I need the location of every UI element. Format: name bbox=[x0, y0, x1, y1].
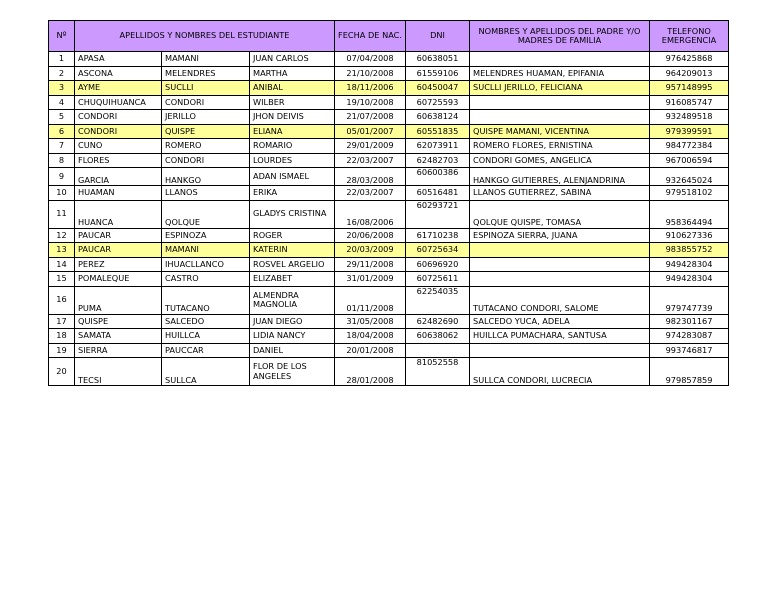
cell-surname-maternal: SUCLLI bbox=[162, 81, 250, 96]
cell-number: 3 bbox=[49, 81, 75, 96]
cell-given-names: FLOR DE LOS ANGELES bbox=[250, 358, 335, 386]
cell-birth-date: 28/03/2008 bbox=[335, 168, 406, 186]
table-row bbox=[49, 314, 729, 329]
cell-parent-name: ROMERO FLORES, ERNISTINA bbox=[470, 139, 650, 154]
cell-parent-name bbox=[470, 343, 650, 358]
cell-emergency-phone: 979518102 bbox=[650, 186, 729, 201]
cell-birth-date: 29/01/2009 bbox=[335, 139, 406, 154]
cell-emergency-phone: 964209013 bbox=[650, 66, 729, 81]
cell-birth-date: 28/01/2008 bbox=[335, 358, 406, 386]
cell-parent-name: SULLCA CONDORI, LUCRECIA bbox=[470, 358, 650, 386]
cell-number: 10 bbox=[49, 186, 75, 201]
cell-number: 15 bbox=[49, 272, 75, 287]
cell-birth-date: 31/05/2008 bbox=[335, 314, 406, 329]
cell-parent-name: TUTACANO CONDORI, SALOME bbox=[470, 286, 650, 314]
cell-surname-maternal: HANKGO bbox=[162, 168, 250, 186]
cell-emergency-phone: 983855752 bbox=[650, 243, 729, 258]
cell-parent-name bbox=[470, 110, 650, 125]
cell-emergency-phone: 993746817 bbox=[650, 343, 729, 358]
cell-parent-name bbox=[470, 272, 650, 287]
cell-birth-date: 21/07/2008 bbox=[335, 110, 406, 125]
cell-surname-maternal: CASTRO bbox=[162, 272, 250, 287]
cell-birth-date: 19/10/2008 bbox=[335, 95, 406, 110]
cell-given-names: ROGER bbox=[250, 228, 335, 243]
table-row bbox=[49, 286, 729, 314]
cell-surname-paternal: HUAMAN bbox=[75, 186, 162, 201]
cell-emergency-phone: 958364494 bbox=[650, 200, 729, 228]
header-birth-date: FECHA DE NAC. bbox=[335, 21, 406, 52]
cell-emergency-phone: 974283087 bbox=[650, 329, 729, 344]
cell-parent-name: MELENDRES HUAMAN, EPIFANIA bbox=[470, 66, 650, 81]
cell-number: 6 bbox=[49, 124, 75, 139]
cell-surname-paternal: POMALEQUE bbox=[75, 272, 162, 287]
table-row bbox=[49, 81, 729, 96]
table-row bbox=[49, 243, 729, 258]
table-row bbox=[49, 168, 729, 186]
cell-dni: 60725611 bbox=[406, 272, 470, 287]
cell-emergency-phone: 916085747 bbox=[650, 95, 729, 110]
cell-emergency-phone: 949428304 bbox=[650, 272, 729, 287]
cell-surname-paternal: PEREZ bbox=[75, 257, 162, 272]
cell-emergency-phone: 949428304 bbox=[650, 257, 729, 272]
cell-dni: 60600386 bbox=[406, 168, 470, 186]
table-row bbox=[49, 343, 729, 358]
cell-given-names: ROSVEL ARGELIO bbox=[250, 257, 335, 272]
cell-dni: 60551835 bbox=[406, 124, 470, 139]
table-row bbox=[49, 153, 729, 168]
cell-birth-date: 20/06/2008 bbox=[335, 228, 406, 243]
cell-birth-date: 22/03/2007 bbox=[335, 186, 406, 201]
header-student-name: APELLIDOS Y NOMBRES DEL ESTUDIANTE bbox=[75, 21, 335, 52]
cell-given-names: GLADYS CRISTINA bbox=[250, 200, 335, 228]
cell-given-names: ELIZABET bbox=[250, 272, 335, 287]
cell-emergency-phone: 910627336 bbox=[650, 228, 729, 243]
cell-dni: 62482690 bbox=[406, 314, 470, 329]
cell-surname-maternal: MAMANI bbox=[162, 243, 250, 258]
cell-parent-name: ESPINOZA SIERRA, JUANA bbox=[470, 228, 650, 243]
cell-emergency-phone: 967006594 bbox=[650, 153, 729, 168]
cell-emergency-phone: 957148995 bbox=[650, 81, 729, 96]
cell-dni: 61710238 bbox=[406, 228, 470, 243]
student-roster-table bbox=[48, 20, 729, 386]
cell-number: 17 bbox=[49, 314, 75, 329]
cell-number: 12 bbox=[49, 228, 75, 243]
cell-surname-paternal: FLORES bbox=[75, 153, 162, 168]
table-header-row bbox=[49, 21, 729, 52]
cell-parent-name bbox=[470, 52, 650, 67]
table-row bbox=[49, 186, 729, 201]
cell-surname-paternal: GARCIA bbox=[75, 168, 162, 186]
cell-surname-paternal: CONDORI bbox=[75, 110, 162, 125]
cell-given-names: ANIBAL bbox=[250, 81, 335, 96]
cell-emergency-phone: 979399591 bbox=[650, 124, 729, 139]
cell-surname-paternal: PAUCAR bbox=[75, 228, 162, 243]
cell-surname-maternal: SALCEDO bbox=[162, 314, 250, 329]
cell-number: 1 bbox=[49, 52, 75, 67]
cell-birth-date: 18/04/2008 bbox=[335, 329, 406, 344]
cell-parent-name: SUCLLI JERILLO, FELICIANA bbox=[470, 81, 650, 96]
cell-given-names: JHON DEIVIS bbox=[250, 110, 335, 125]
table-row bbox=[49, 95, 729, 110]
cell-parent-name bbox=[470, 257, 650, 272]
cell-parent-name bbox=[470, 95, 650, 110]
cell-surname-paternal: AYME bbox=[75, 81, 162, 96]
cell-number: 19 bbox=[49, 343, 75, 358]
cell-given-names: ADAN ISMAEL bbox=[250, 168, 335, 186]
cell-parent-name: QOLQUE QUISPE, TOMASA bbox=[470, 200, 650, 228]
cell-emergency-phone: 982301167 bbox=[650, 314, 729, 329]
cell-surname-maternal: ROMERO bbox=[162, 139, 250, 154]
cell-emergency-phone: 984772384 bbox=[650, 139, 729, 154]
cell-given-names: LIDIA NANCY bbox=[250, 329, 335, 344]
cell-dni: 60293721 bbox=[406, 200, 470, 228]
cell-surname-maternal: IHUACLLANCO bbox=[162, 257, 250, 272]
cell-given-names: MARTHA bbox=[250, 66, 335, 81]
cell-number: 9 bbox=[49, 168, 75, 186]
cell-dni: 62482703 bbox=[406, 153, 470, 168]
cell-number: 13 bbox=[49, 243, 75, 258]
table-row bbox=[49, 228, 729, 243]
cell-dni: 60516481 bbox=[406, 186, 470, 201]
cell-dni: 60696920 bbox=[406, 257, 470, 272]
cell-surname-paternal: PUMA bbox=[75, 286, 162, 314]
cell-surname-paternal: CONDORI bbox=[75, 124, 162, 139]
table-row bbox=[49, 272, 729, 287]
cell-parent-name bbox=[470, 243, 650, 258]
cell-emergency-phone: 932645024 bbox=[650, 168, 729, 186]
cell-surname-paternal: QUISPE bbox=[75, 314, 162, 329]
cell-parent-name: LLANOS GUTIERREZ, SABINA bbox=[470, 186, 650, 201]
cell-surname-maternal: TUTACANO bbox=[162, 286, 250, 314]
table-row bbox=[49, 257, 729, 272]
cell-dni: 61559106 bbox=[406, 66, 470, 81]
cell-birth-date: 07/04/2008 bbox=[335, 52, 406, 67]
cell-surname-paternal: APASA bbox=[75, 52, 162, 67]
cell-surname-maternal: CONDORI bbox=[162, 95, 250, 110]
cell-given-names: WILBER bbox=[250, 95, 335, 110]
table-row bbox=[49, 124, 729, 139]
cell-surname-paternal: CUNO bbox=[75, 139, 162, 154]
cell-given-names: KATERIN bbox=[250, 243, 335, 258]
cell-parent-name: HUILLCA PUMACHARA, SANTUSA bbox=[470, 329, 650, 344]
cell-given-names: JUAN DIEGO bbox=[250, 314, 335, 329]
cell-given-names: ROMARIO bbox=[250, 139, 335, 154]
cell-number: 14 bbox=[49, 257, 75, 272]
cell-dni bbox=[406, 343, 470, 358]
cell-birth-date: 31/01/2009 bbox=[335, 272, 406, 287]
cell-parent-name: CONDORI GOMES, ANGELICA bbox=[470, 153, 650, 168]
cell-parent-name: QUISPE MAMANI, VICENTINA bbox=[470, 124, 650, 139]
cell-dni: 62254035 bbox=[406, 286, 470, 314]
cell-surname-maternal: QUISPE bbox=[162, 124, 250, 139]
cell-birth-date: 16/08/2006 bbox=[335, 200, 406, 228]
cell-birth-date: 05/01/2007 bbox=[335, 124, 406, 139]
cell-birth-date: 21/10/2008 bbox=[335, 66, 406, 81]
cell-number: 18 bbox=[49, 329, 75, 344]
cell-number: 11 bbox=[49, 200, 75, 228]
cell-number: 7 bbox=[49, 139, 75, 154]
cell-surname-paternal: PAUCAR bbox=[75, 243, 162, 258]
cell-number: 16 bbox=[49, 286, 75, 314]
cell-surname-paternal: TECSI bbox=[75, 358, 162, 386]
cell-birth-date: 22/03/2007 bbox=[335, 153, 406, 168]
cell-surname-maternal: CONDORI bbox=[162, 153, 250, 168]
cell-given-names: JUAN CARLOS bbox=[250, 52, 335, 67]
cell-surname-paternal: ASCONA bbox=[75, 66, 162, 81]
header-parent-name: NOMBRES Y APELLIDOS DEL PADRE Y/O MADRES DE FAMILIA bbox=[470, 21, 650, 52]
table-row bbox=[49, 66, 729, 81]
cell-birth-date: 20/01/2008 bbox=[335, 343, 406, 358]
cell-number: 20 bbox=[49, 358, 75, 386]
cell-surname-maternal: ESPINOZA bbox=[162, 228, 250, 243]
cell-given-names: ERIKA bbox=[250, 186, 335, 201]
cell-dni: 60725634 bbox=[406, 243, 470, 258]
cell-parent-name: SALCEDO YUCA, ADELA bbox=[470, 314, 650, 329]
cell-surname-maternal: SULLCA bbox=[162, 358, 250, 386]
cell-number: 4 bbox=[49, 95, 75, 110]
cell-emergency-phone: 976425868 bbox=[650, 52, 729, 67]
table-row bbox=[49, 358, 729, 386]
cell-dni: 60638124 bbox=[406, 110, 470, 125]
cell-number: 5 bbox=[49, 110, 75, 125]
cell-parent-name: HANKGO GUTIERRES, ALENJANDRINA bbox=[470, 168, 650, 186]
cell-emergency-phone: 932489518 bbox=[650, 110, 729, 125]
header-dni: DNI bbox=[406, 21, 470, 52]
header-emergency-phone: TELEFONO EMERGENCIA bbox=[650, 21, 729, 52]
cell-dni: 81052558 bbox=[406, 358, 470, 386]
cell-emergency-phone: 979857859 bbox=[650, 358, 729, 386]
cell-surname-maternal: JERILLO bbox=[162, 110, 250, 125]
cell-dni: 60725593 bbox=[406, 95, 470, 110]
cell-surname-paternal: SIERRA bbox=[75, 343, 162, 358]
cell-surname-paternal: HUANCA bbox=[75, 200, 162, 228]
cell-dni: 62073911 bbox=[406, 139, 470, 154]
table-row bbox=[49, 110, 729, 125]
cell-dni: 60638062 bbox=[406, 329, 470, 344]
cell-given-names: LOURDES bbox=[250, 153, 335, 168]
cell-surname-maternal: QOLQUE bbox=[162, 200, 250, 228]
cell-surname-maternal: MAMANI bbox=[162, 52, 250, 67]
cell-birth-date: 01/11/2008 bbox=[335, 286, 406, 314]
cell-dni: 60450047 bbox=[406, 81, 470, 96]
cell-number: 2 bbox=[49, 66, 75, 81]
table-body bbox=[49, 52, 729, 386]
student-roster-sheet bbox=[48, 20, 729, 386]
cell-dni: 60638051 bbox=[406, 52, 470, 67]
cell-given-names: ALMENDRA MAGNOLIA bbox=[250, 286, 335, 314]
cell-birth-date: 29/11/2008 bbox=[335, 257, 406, 272]
cell-surname-paternal: CHUQUIHUANCA bbox=[75, 95, 162, 110]
header-number: Nº bbox=[49, 21, 75, 52]
cell-given-names: ELIANA bbox=[250, 124, 335, 139]
cell-surname-maternal: MELENDRES bbox=[162, 66, 250, 81]
cell-emergency-phone: 979747739 bbox=[650, 286, 729, 314]
table-row bbox=[49, 200, 729, 228]
cell-surname-paternal: SAMATA bbox=[75, 329, 162, 344]
cell-number: 8 bbox=[49, 153, 75, 168]
cell-birth-date: 18/11/2006 bbox=[335, 81, 406, 96]
cell-surname-maternal: HUILLCA bbox=[162, 329, 250, 344]
cell-surname-maternal: LLANOS bbox=[162, 186, 250, 201]
cell-given-names: DANIEL bbox=[250, 343, 335, 358]
table-row bbox=[49, 329, 729, 344]
cell-surname-maternal: PAUCCAR bbox=[162, 343, 250, 358]
table-row bbox=[49, 139, 729, 154]
table-row bbox=[49, 52, 729, 67]
cell-birth-date: 20/03/2009 bbox=[335, 243, 406, 258]
